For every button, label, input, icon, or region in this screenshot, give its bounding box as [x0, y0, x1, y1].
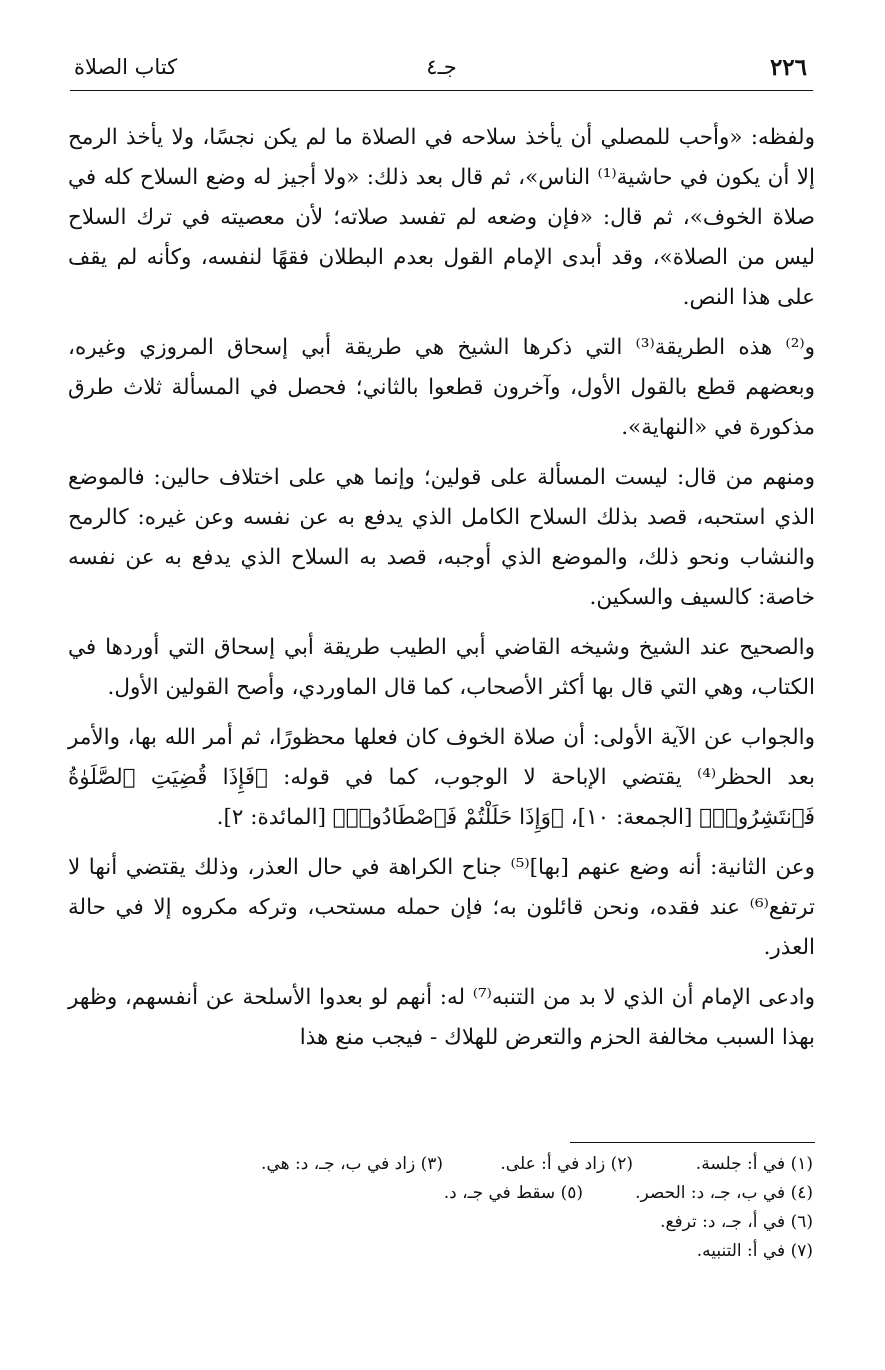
paragraph: والجواب عن الآية الأولى: أن صلاة الخوف كان فعلها محظورًا، ثم أمر الله بها، والأمر بعد الحظر⁽⁴⁾ يقتضي الإباحة لا الوجوب، كما في قوله: ﴿فَإِذَا قُضِيَتِ ٱلصَّلَوٰةُ فَٱنتَشِرُوا۟﴾ [الجمعة: ١٠]، ﴿وَإِذَا حَلَلْتُمْ فَٱصْطَادُوا۟﴾ [المائدة: ٢].	[68, 725, 815, 830]
footnote-row	[70, 1179, 813, 1208]
page-number: ٢٢٦	[769, 54, 807, 81]
paragraph: و⁽²⁾ هذه الطريقة⁽³⁾ التي ذكرها الشيخ هي طريقة أبي إسحاق المروزي وغيره، وبعضهم قطع بالقول الأول، وآخرون قطعوا بالثاني؛ فحصل في المسألة ثلاث طرق مذكورة في «النهاية».	[68, 335, 815, 440]
paragraph: والصحيح عند الشيخ وشيخه القاضي أبي الطيب طريقة أبي إسحاق التي أوردها في الكتاب، وهي التي قال بها أكثر الأصحاب، كما قال الماوردي، وأصح القولين الأول.	[68, 635, 815, 700]
footnote-divider	[570, 1142, 815, 1143]
footnote: (٢) زاد في أ: على.	[500, 1154, 633, 1174]
volume-label: جـ٤	[426, 55, 457, 79]
footnote: (٥) سقط في جـ، د.	[443, 1183, 583, 1203]
paragraph: وعن الثانية: أنه وضع عنهم [بها]⁽⁵⁾ جناح الكراهة في حال العذر، وذلك يقتضي أنها لا ترتفع⁽⁶⁾ عند فقده، ونحن قائلون به؛ فإن حمله مستحب، وتركه مكروه إلا في حالة العذر.	[68, 855, 816, 960]
footnote-row	[70, 1208, 813, 1237]
paragraph: ومنهم من قال: ليست المسألة على قولين؛ وإنما هي على اختلاف حالين: فالموضع الذي استحبه، قصد بذلك السلاح الكامل الذي يدفع به عن نفسه وعن غيره: كالرمح والنشاب ونحو ذلك، والموضع الذي أوجبه، قصد به السلاح الذي يدفع به عن نفسه خاصة: كالسيف والسكين.	[68, 465, 815, 610]
paragraph: وادعى الإمام أن الذي لا بد من التنبه⁽⁷⁾ له: أنهم لو بعدوا الأسلحة عن أنفسهم، وظهر بهذا السبب مخالفة الحزم والتعرض للهلاك - فيجب منع هذا	[68, 985, 816, 1050]
footnote: (٧) في أ: التنبيه.	[696, 1241, 813, 1261]
main-text	[68, 118, 815, 1068]
paragraph: ولفظه: «وأحب للمصلي أن يأخذ سلاحه في الصلاة ما لم يكن نجسًا، ولا يأخذ الرمح إلا أن يكون في حاشية⁽¹⁾ الناس»، ثم قال بعد ذلك: «ولا أجيز له وضع السلاح كله في صلاة الخوف»، ثم قال: «فإن وضعه لم تفسد صلاته؛ لأن معصيته في ترك السلاح ليس من الصلاة»، وقد أبدى الإمام القول بعدم البطلان فقهًا لنفسه، وكأنه لم يقف على هذا النص.	[68, 125, 815, 310]
footnote-row	[70, 1237, 813, 1266]
page-header	[70, 50, 813, 91]
footnotes	[70, 1150, 813, 1266]
footnote-row	[70, 1150, 813, 1179]
footnote: (٣) زاد في ب، جـ، د: هي.	[261, 1154, 443, 1174]
book-title: كتاب الصلاة	[74, 55, 178, 79]
footnote: (١) في أ: جلسة.	[695, 1154, 813, 1174]
footnote: (٤) في ب، جـ، د: الحصر.	[635, 1183, 813, 1203]
footnote: (٦) في أ، جـ، د: ترفع.	[660, 1212, 813, 1232]
